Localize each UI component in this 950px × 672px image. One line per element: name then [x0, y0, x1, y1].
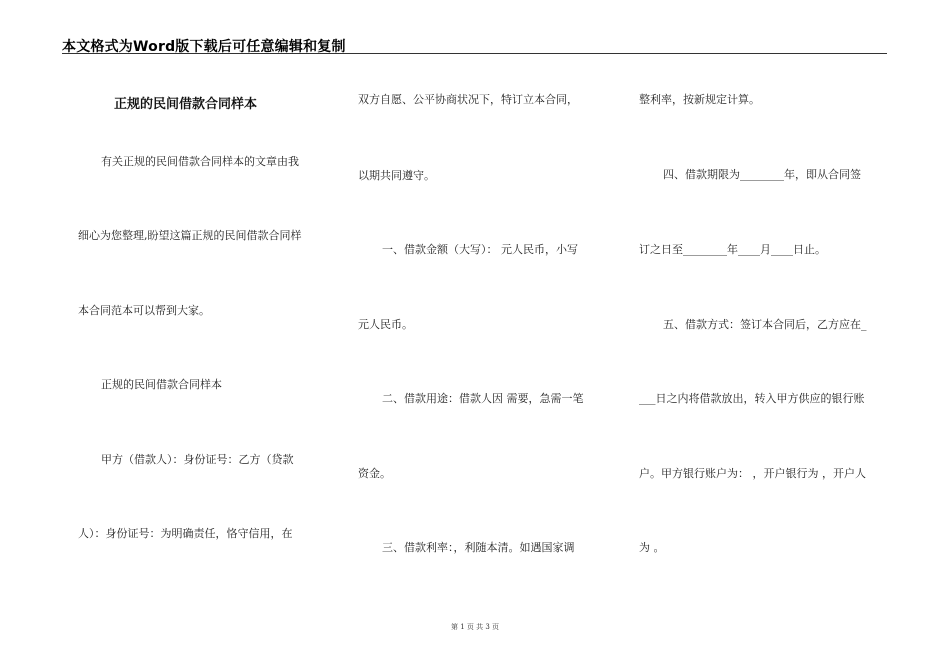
paragraph-line: 户。甲方银行账户为： ，开户银行为 ，开户人	[639, 467, 866, 480]
paragraph-line: 元人民币。	[358, 318, 413, 331]
paragraph-line: 人）：身份证号：为明确责任，恪守信用，在	[78, 527, 293, 540]
paragraph-line: 双方自愿、公平协商状况下，特订立本合同，	[358, 93, 578, 106]
header-divider	[62, 53, 887, 54]
page-number: 第 1 页 共 3 页	[450, 623, 500, 631]
paragraph-line: 有关正规的民间借款合同样本的文章由我	[101, 155, 299, 168]
clause-purpose: 二、借款用途：借款人因 需要，急需一笔	[382, 392, 584, 405]
document-header-title: 本文格式为Word版下载后可任意编辑和复制	[62, 39, 346, 55]
paragraph-line: 为 。	[639, 541, 665, 554]
clause-amount: 一、借款金额（大写）： 元人民币，小写	[382, 243, 578, 256]
paragraph-line: 细心为您整理,盼望这篇正规的民间借款合同样	[78, 229, 302, 242]
paragraph-line: 甲方（借款人）：身份证号：乙方（贷款	[101, 453, 294, 466]
paragraph-line: ___日之内将借款放出，转入甲方供应的银行账	[639, 392, 865, 405]
document-title: 正规的民间借款合同样本	[114, 97, 258, 112]
clause-term: 四、借款期限为________年，即从合同签	[663, 168, 861, 181]
paragraph-line: 以期共同遵守。	[358, 169, 435, 182]
clause-interest: 三、借款利率：，利随本清。如遇国家调	[382, 541, 575, 554]
paragraph-line: 订之日至________年____月____日止。	[639, 243, 826, 256]
paragraph-line: 整利率，按新规定计算。	[639, 93, 760, 106]
paragraph-line: 本合同范本可以帮到大家。	[78, 304, 210, 317]
section-heading: 正规的民间借款合同样本	[101, 378, 222, 391]
paragraph-line: 资金。	[358, 467, 391, 480]
clause-method: 五、借款方式：签订本合同后，乙方应在_	[663, 318, 867, 331]
